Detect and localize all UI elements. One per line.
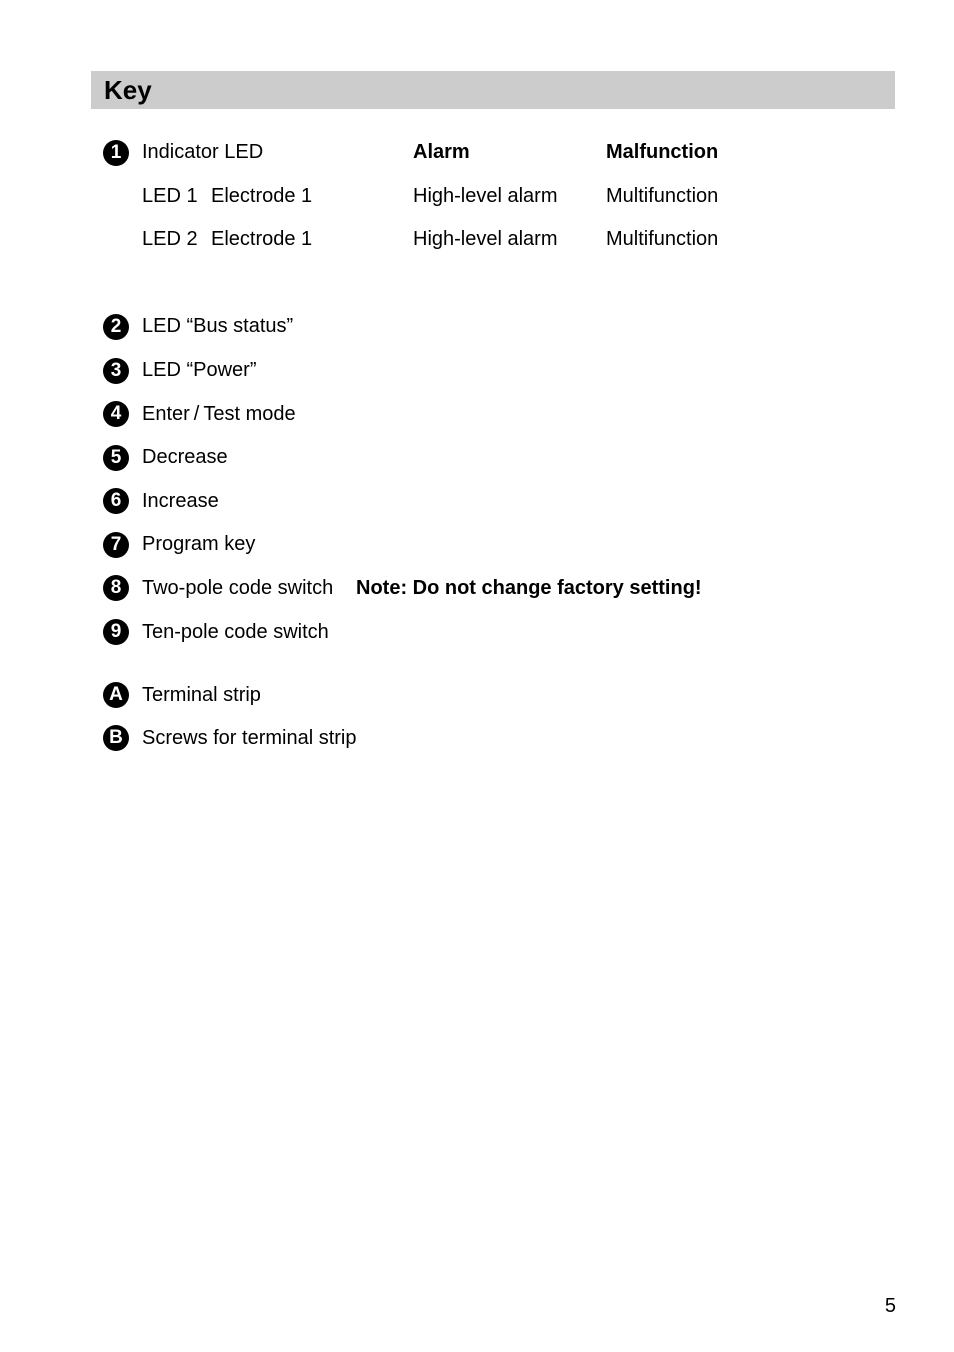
item-label-power: LED “Power” <box>142 359 257 381</box>
item-label-bus-status: LED “Bus status” <box>142 315 294 337</box>
item-label-decrease: Decrease <box>142 446 228 468</box>
item-marker-2: 2 <box>103 314 129 340</box>
column-header-alarm: Alarm <box>413 141 470 163</box>
item-marker-3: 3 <box>103 358 129 384</box>
item-label-two-pole-code-switch: Two-pole code switch <box>142 577 334 599</box>
item-label-terminal-strip: Terminal strip <box>142 684 261 706</box>
item-label-indicator-led: Indicator LED <box>142 141 264 163</box>
item-label-increase: Increase <box>142 490 219 512</box>
led-row-2-malfunction: Multifunction <box>606 228 719 250</box>
item-marker-a: A <box>103 682 129 708</box>
item-label-screws-terminal-strip: Screws for terminal strip <box>142 727 357 749</box>
item-marker-8: 8 <box>103 575 129 601</box>
item-label-program-key: Program key <box>142 533 256 555</box>
column-header-malfunction: Malfunction <box>606 141 719 163</box>
item-marker-6: 6 <box>103 488 129 514</box>
led-row-1-alarm: High-level alarm <box>413 185 558 207</box>
item-marker-7: 7 <box>103 532 129 558</box>
item-marker-b: B <box>103 725 129 751</box>
item-label-enter-test-mode: Enter / Test mode <box>142 403 296 425</box>
led-row-2-led: LED 2 <box>142 228 198 250</box>
led-row-2-alarm: High-level alarm <box>413 228 558 250</box>
led-row-2-electrode: Electrode 1 <box>211 228 313 250</box>
page-number: 5 <box>884 1295 896 1317</box>
item-marker-9: 9 <box>103 619 129 645</box>
led-row-1-malfunction: Multifunction <box>606 185 719 207</box>
item-label-ten-pole-code-switch: Ten-pole code switch <box>142 621 329 643</box>
section-header-bar <box>91 71 895 109</box>
item-marker-4: 4 <box>103 401 129 427</box>
led-row-1-led: LED 1 <box>142 185 198 207</box>
led-row-1-electrode: Electrode 1 <box>211 185 313 207</box>
item-marker-1: 1 <box>103 140 129 166</box>
item-marker-5: 5 <box>103 445 129 471</box>
factory-setting-note: Note: Do not change factory setting! <box>356 577 702 599</box>
section-title: Key <box>104 75 152 105</box>
